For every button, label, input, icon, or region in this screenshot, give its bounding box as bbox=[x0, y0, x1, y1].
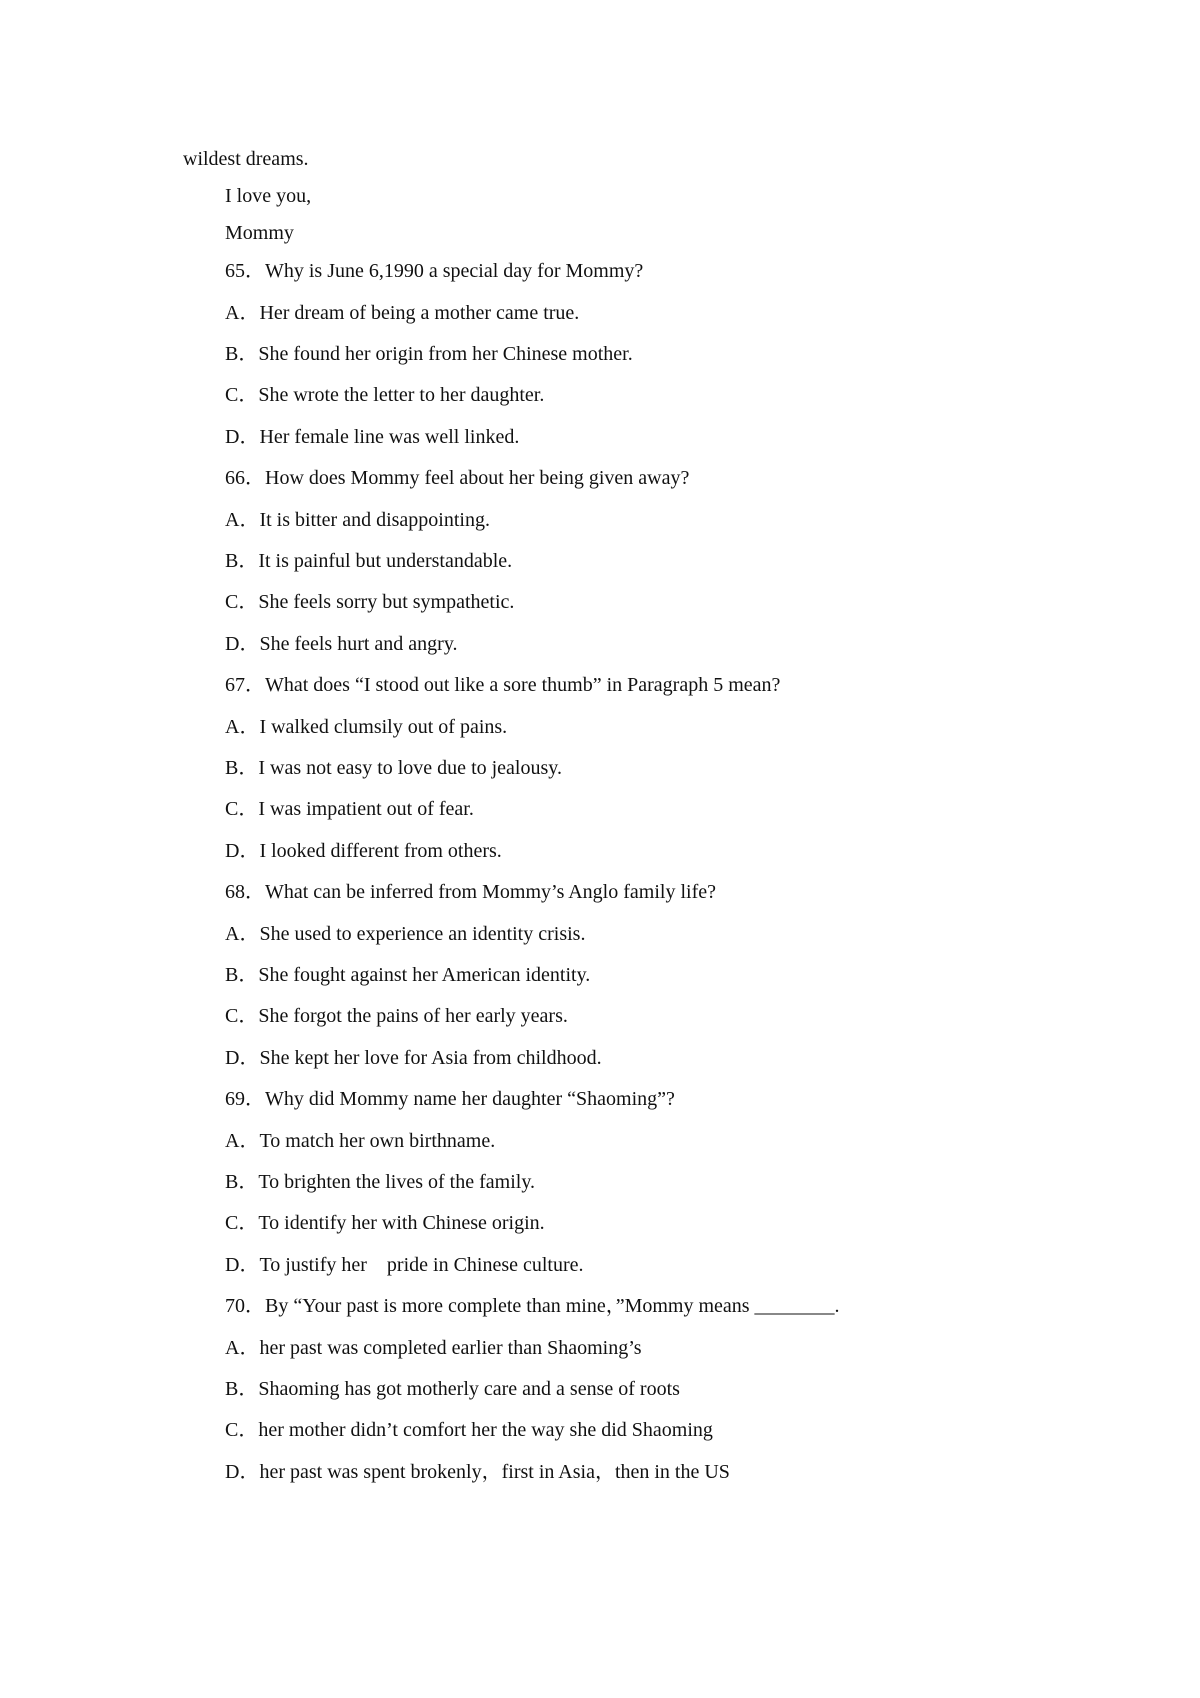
question-65-stem: 65．Why is June 6,1990 a special day for Mommy? bbox=[225, 260, 644, 282]
question-67-option-b: B．I was not easy to love due to jealousy. bbox=[225, 757, 562, 779]
question-70-option-a: A．her past was completed earlier than Shaoming’s bbox=[225, 1337, 642, 1359]
question-70-stem: 70．By “Your past is more complete than mine，”Mommy means ________. bbox=[225, 1295, 840, 1317]
question-67-option-c: C．I was impatient out of fear. bbox=[225, 798, 474, 820]
question-70-option-b: B．Shaoming has got motherly care and a sense of roots bbox=[225, 1378, 680, 1400]
letter-signature: Mommy bbox=[225, 222, 294, 244]
question-69-option-b: B．To brighten the lives of the family. bbox=[225, 1171, 536, 1193]
question-65-option-a: A．Her dream of being a mother came true. bbox=[225, 302, 580, 324]
question-68-option-b: B．She fought against her American identity. bbox=[225, 964, 591, 986]
question-68-option-d: D．She kept her love for Asia from childhood. bbox=[225, 1047, 602, 1069]
question-67-option-a: A．I walked clumsily out of pains. bbox=[225, 716, 508, 738]
question-66-stem: 66．How does Mommy feel about her being given away? bbox=[225, 467, 690, 489]
question-66-option-b: B．It is painful but understandable. bbox=[225, 550, 513, 572]
question-68-option-c: C．She forgot the pains of her early years. bbox=[225, 1005, 568, 1027]
question-65-option-b: B．She found her origin from her Chinese mother. bbox=[225, 343, 633, 365]
question-65-option-d: D．Her female line was well linked. bbox=[225, 426, 520, 448]
letter-closing: I love you, bbox=[225, 185, 312, 207]
question-67-stem: 67．What does “I stood out like a sore thumb” in Paragraph 5 mean? bbox=[225, 674, 781, 696]
question-68-stem: 68．What can be inferred from Mommy’s Anglo family life? bbox=[225, 881, 716, 903]
question-69-option-d: D．To justify her pride in Chinese culture. bbox=[225, 1254, 584, 1276]
question-65-option-c: C．She wrote the letter to her daughter. bbox=[225, 384, 545, 406]
question-66-option-c: C．She feels sorry but sympathetic. bbox=[225, 591, 515, 613]
question-69-stem: 69．Why did Mommy name her daughter “Shaoming”? bbox=[225, 1088, 675, 1110]
question-70-option-d: D．her past was spent brokenly，first in Asia，then in the US bbox=[225, 1461, 730, 1483]
question-70-option-c: C．her mother didn’t comfort her the way she did Shaoming bbox=[225, 1419, 713, 1441]
question-68-option-a: A．She used to experience an identity crisis. bbox=[225, 923, 586, 945]
question-66-option-d: D．She feels hurt and angry. bbox=[225, 633, 458, 655]
question-69-option-c: C．To identify her with Chinese origin. bbox=[225, 1212, 545, 1234]
question-66-option-a: A．It is bitter and disappointing. bbox=[225, 509, 490, 531]
question-67-option-d: D．I looked different from others. bbox=[225, 840, 502, 862]
question-69-option-a: A．To match her own birthname. bbox=[225, 1130, 496, 1152]
letter-continuation: wildest dreams. bbox=[183, 148, 309, 170]
